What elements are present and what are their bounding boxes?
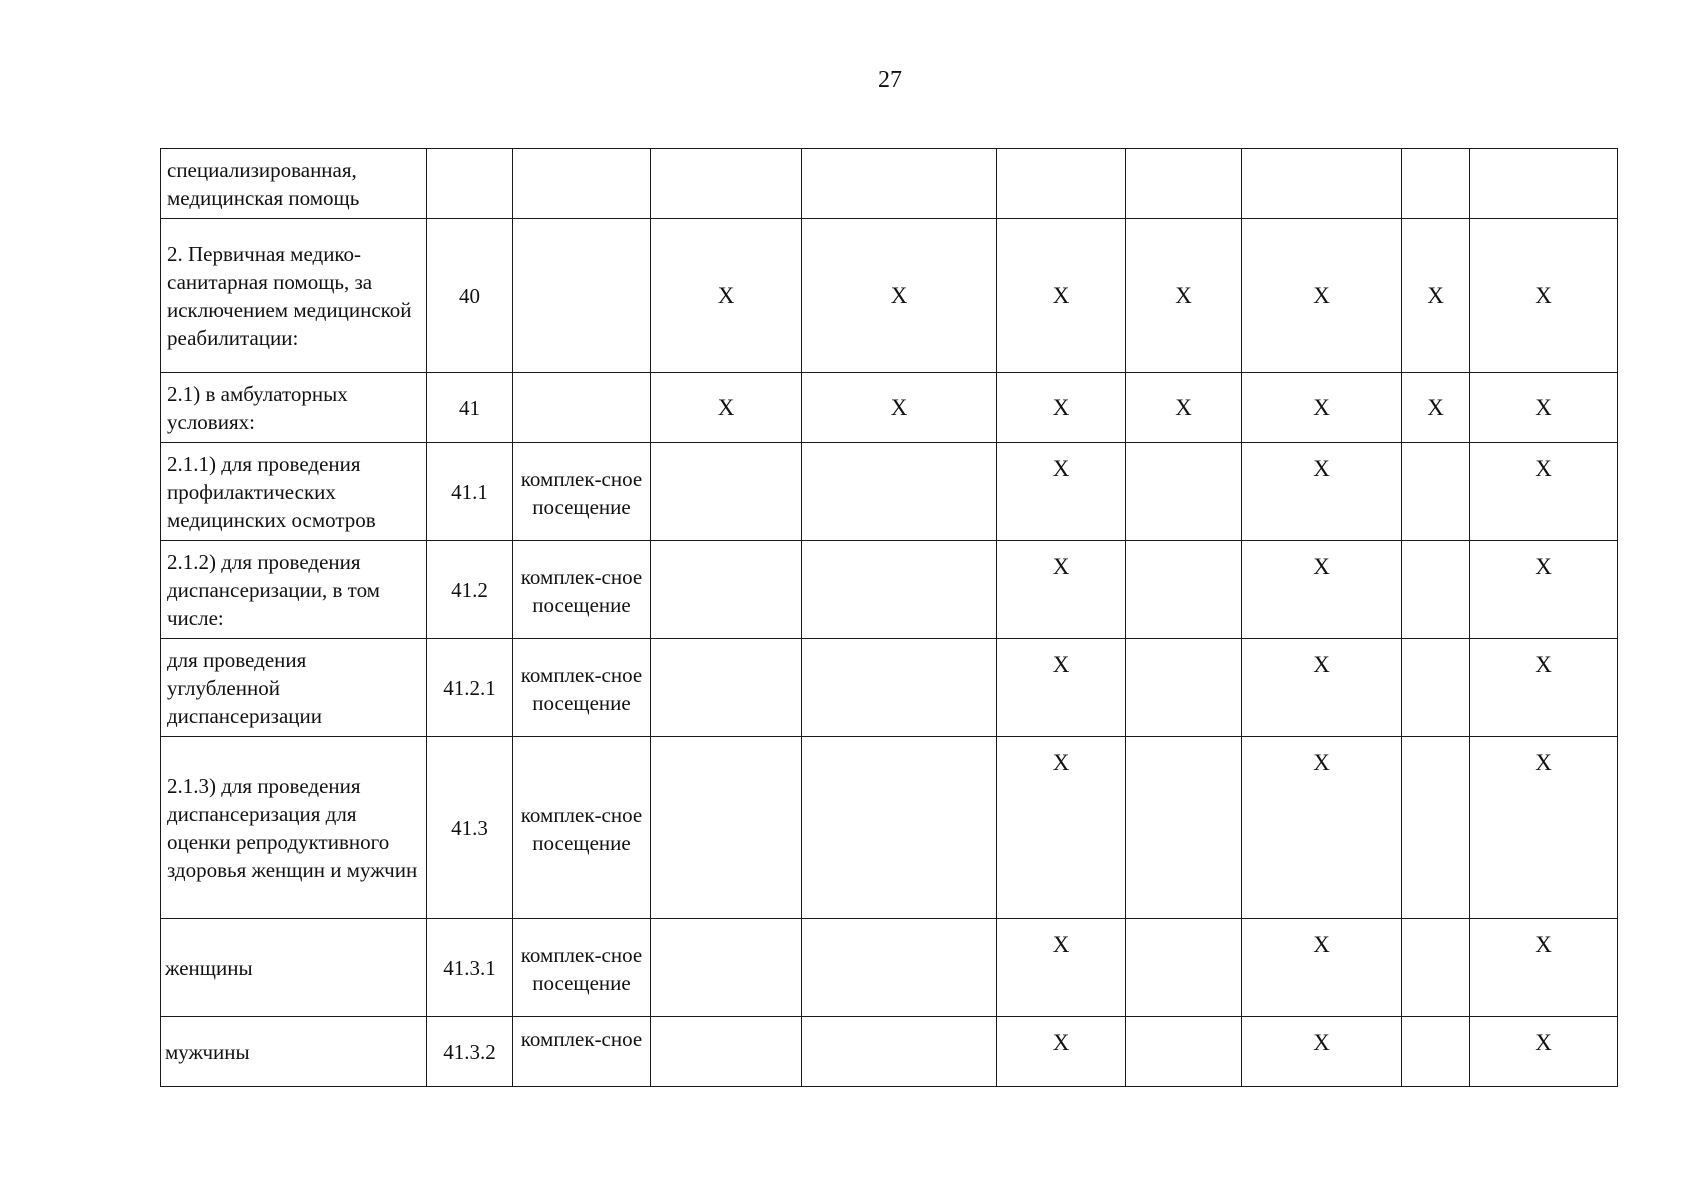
row-code-cell: 41.3 bbox=[427, 737, 513, 919]
mark-cell: X bbox=[1470, 219, 1618, 373]
row-unit-cell bbox=[513, 149, 651, 219]
mark-cell: X bbox=[1470, 443, 1618, 541]
mark-cell bbox=[997, 149, 1126, 219]
mark-cell: X bbox=[997, 541, 1126, 639]
row-unit-cell: комплек-сное bbox=[513, 1017, 651, 1087]
mark-cell: X bbox=[1242, 541, 1402, 639]
mark-cell bbox=[651, 639, 802, 737]
mark-cell bbox=[1402, 541, 1470, 639]
mark-cell: X bbox=[997, 219, 1126, 373]
mark-cell: X bbox=[997, 919, 1126, 1017]
row-name-cell: 2.1.1) для проведения профилактических медицинских осмотров bbox=[161, 443, 427, 541]
mark-cell: X bbox=[1402, 219, 1470, 373]
table-row bbox=[161, 737, 1618, 919]
mark-cell bbox=[651, 541, 802, 639]
mark-cell: X bbox=[651, 373, 802, 443]
row-unit-cell: комплек-сное посещение bbox=[513, 443, 651, 541]
mark-cell bbox=[1126, 919, 1242, 1017]
row-name-cell: женщины bbox=[161, 919, 427, 1017]
mark-cell: X bbox=[1470, 737, 1618, 919]
table-row bbox=[161, 373, 1618, 443]
mark-cell: X bbox=[1242, 219, 1402, 373]
table-row bbox=[161, 919, 1618, 1017]
mark-cell: X bbox=[1470, 919, 1618, 1017]
mark-cell: X bbox=[1402, 373, 1470, 443]
mark-cell bbox=[1402, 737, 1470, 919]
mark-cell bbox=[1126, 737, 1242, 919]
mark-cell bbox=[1242, 149, 1402, 219]
row-name-cell: мужчины bbox=[161, 1017, 427, 1087]
row-name-cell: 2. Первичная медико-санитарная помощь, за исключением медицинской реабилитации: bbox=[161, 219, 427, 373]
mark-cell: X bbox=[997, 443, 1126, 541]
table-row bbox=[161, 639, 1618, 737]
page-number: 27 bbox=[878, 67, 902, 93]
row-code-cell: 40 bbox=[427, 219, 513, 373]
row-unit-cell: комплек-сное посещение bbox=[513, 737, 651, 919]
mark-cell bbox=[802, 149, 997, 219]
row-code-cell: 41.2.1 bbox=[427, 639, 513, 737]
mark-cell bbox=[1126, 149, 1242, 219]
mark-cell bbox=[651, 443, 802, 541]
mark-cell bbox=[1402, 639, 1470, 737]
row-name-cell: 2.1.3) для проведения диспансеризация для оценки репродуктивного здоровья женщин и мужчин bbox=[161, 737, 427, 919]
mark-cell bbox=[1126, 443, 1242, 541]
row-unit-cell: комплек-сное посещение bbox=[513, 639, 651, 737]
mark-cell: X bbox=[1242, 1017, 1402, 1087]
mark-cell: X bbox=[1470, 373, 1618, 443]
mark-cell: X bbox=[1242, 373, 1402, 443]
table-row bbox=[161, 1017, 1618, 1087]
row-name-cell: специализированная, медицинская помощь bbox=[161, 149, 427, 219]
mark-cell: X bbox=[1470, 639, 1618, 737]
mark-cell bbox=[802, 919, 997, 1017]
data-table bbox=[160, 148, 1618, 1087]
table-row bbox=[161, 219, 1618, 373]
table-row bbox=[161, 443, 1618, 541]
row-name-cell: для проведения углубленной диспансеризации bbox=[161, 639, 427, 737]
row-unit-cell bbox=[513, 219, 651, 373]
mark-cell bbox=[802, 443, 997, 541]
mark-cell: X bbox=[1470, 1017, 1618, 1087]
mark-cell: X bbox=[1470, 541, 1618, 639]
row-unit-cell: комплек-сное посещение bbox=[513, 541, 651, 639]
mark-cell: X bbox=[802, 373, 997, 443]
mark-cell bbox=[802, 639, 997, 737]
row-name-cell: 2.1) в амбулаторных условиях: bbox=[161, 373, 427, 443]
mark-cell bbox=[1402, 443, 1470, 541]
mark-cell bbox=[1402, 1017, 1470, 1087]
table-row bbox=[161, 149, 1618, 219]
mark-cell: X bbox=[802, 219, 997, 373]
row-unit-cell bbox=[513, 373, 651, 443]
mark-cell: X bbox=[1126, 373, 1242, 443]
table-row bbox=[161, 541, 1618, 639]
mark-cell bbox=[1126, 639, 1242, 737]
mark-cell bbox=[802, 737, 997, 919]
row-code-cell: 41.2 bbox=[427, 541, 513, 639]
mark-cell: X bbox=[997, 737, 1126, 919]
mark-cell bbox=[1470, 149, 1618, 219]
mark-cell: X bbox=[1242, 639, 1402, 737]
mark-cell bbox=[1402, 149, 1470, 219]
mark-cell: X bbox=[1126, 219, 1242, 373]
mark-cell bbox=[651, 919, 802, 1017]
mark-cell: X bbox=[997, 639, 1126, 737]
mark-cell bbox=[802, 1017, 997, 1087]
mark-cell bbox=[1402, 919, 1470, 1017]
mark-cell: X bbox=[651, 219, 802, 373]
mark-cell bbox=[651, 1017, 802, 1087]
mark-cell: X bbox=[997, 1017, 1126, 1087]
row-code-cell bbox=[427, 149, 513, 219]
row-name-cell: 2.1.2) для проведения диспансеризации, в том числе: bbox=[161, 541, 427, 639]
mark-cell bbox=[802, 541, 997, 639]
row-code-cell: 41.3.2 bbox=[427, 1017, 513, 1087]
row-unit-cell: комплек-сное посещение bbox=[513, 919, 651, 1017]
mark-cell: X bbox=[1242, 443, 1402, 541]
mark-cell bbox=[1126, 541, 1242, 639]
mark-cell: X bbox=[1242, 919, 1402, 1017]
mark-cell: X bbox=[997, 373, 1126, 443]
mark-cell bbox=[651, 737, 802, 919]
row-code-cell: 41.1 bbox=[427, 443, 513, 541]
mark-cell bbox=[651, 149, 802, 219]
mark-cell: X bbox=[1242, 737, 1402, 919]
row-code-cell: 41 bbox=[427, 373, 513, 443]
row-code-cell: 41.3.1 bbox=[427, 919, 513, 1017]
mark-cell bbox=[1126, 1017, 1242, 1087]
